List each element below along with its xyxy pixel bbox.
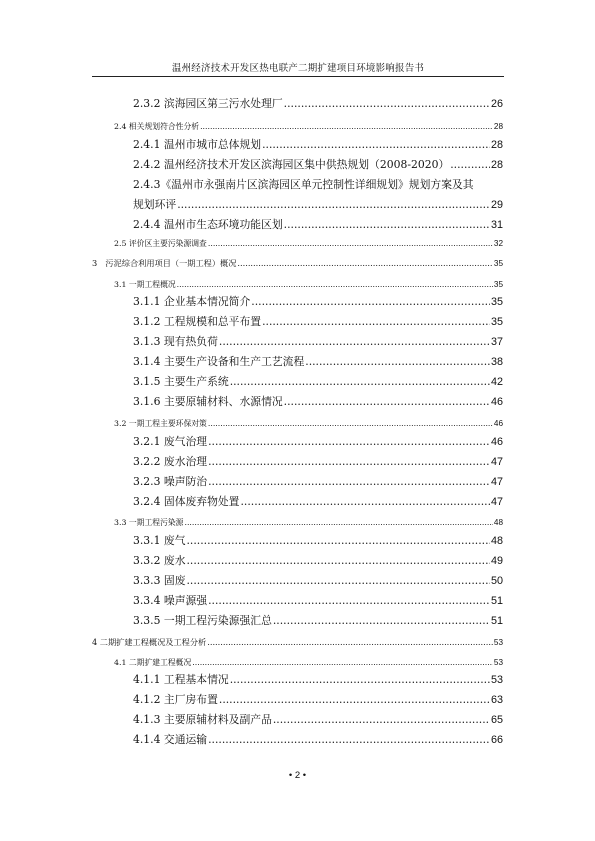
- toc-entry-3-3-4[interactable]: [133, 593, 503, 608]
- toc-page-number: 53: [493, 638, 503, 647]
- toc-page-number: 48: [493, 518, 503, 527]
- toc-page-number: 65: [490, 714, 503, 726]
- toc-entry-3-1-5[interactable]: [133, 374, 503, 389]
- toc-entry-2-4[interactable]: [114, 121, 503, 132]
- toc-entry-2-4-3[interactable]: [133, 197, 503, 212]
- toc-entry-2-3-2[interactable]: [133, 96, 503, 111]
- toc-page-number: 37: [490, 336, 503, 348]
- toc-entry-label: 3.3.4 噪声源强: [133, 594, 208, 607]
- toc-entry-3-3-5[interactable]: [133, 613, 503, 628]
- toc-page-number: 35: [490, 316, 503, 328]
- toc-entry-label: 4.1.1 工程基本情况: [133, 673, 229, 686]
- toc-page-number: 53: [493, 658, 503, 667]
- toc-page-number: 35: [493, 280, 503, 289]
- toc-leader-dots: [284, 97, 490, 110]
- toc-entry-3-1-2[interactable]: [133, 314, 503, 329]
- toc-page-number: 29: [490, 199, 503, 211]
- toc-leader-dots: [284, 218, 490, 231]
- toc-page-number: 48: [490, 535, 503, 547]
- toc-entry-3-1-1[interactable]: [133, 294, 503, 309]
- toc-entry-label: 4.1.3 主要原辅材料及副产品: [133, 713, 272, 726]
- toc-leader-dots: [240, 495, 490, 508]
- toc-leader-dots: [208, 594, 490, 607]
- toc-entry-label: 3.2.4 固体废弃物处置: [133, 495, 240, 508]
- toc-leader-dots: [262, 315, 490, 328]
- toc-entry-label: 4.1.2 主厂房布置: [133, 693, 218, 706]
- toc-leader-dots: [208, 419, 493, 428]
- toc-leader-dots: [187, 534, 490, 547]
- toc-entry-label: 3.3.5 一期工程污染源强汇总: [133, 614, 272, 627]
- toc-entry-4-1-4[interactable]: [133, 732, 503, 747]
- toc-entry-3-1-3[interactable]: [133, 334, 503, 349]
- toc-page-number: 26: [490, 98, 503, 110]
- toc-leader-dots: [200, 122, 493, 131]
- toc-entry-3[interactable]: [92, 258, 503, 269]
- toc-entry-3-2-4[interactable]: [133, 494, 503, 509]
- toc-page-number: 47: [490, 496, 503, 508]
- toc-page-number: 46: [490, 436, 503, 448]
- toc-entry-label: 3.1.6 主要原辅材料、水源情况: [133, 395, 283, 408]
- toc-page-number: 46: [490, 396, 503, 408]
- toc-leader-dots: [219, 335, 490, 348]
- toc-leader-dots: [208, 455, 490, 468]
- toc-leader-dots: [230, 673, 490, 686]
- toc-page-number: 31: [490, 219, 503, 231]
- toc-entry-label: 2.4.4 温州市生态环境功能区划: [133, 218, 283, 231]
- toc-entry-label: 3.3.1 废气: [133, 534, 186, 547]
- toc-entry-label: 4 二期扩建工程概况及工程分析: [92, 637, 207, 647]
- toc-page-number: 63: [490, 694, 503, 706]
- toc-entry-label: 2.4.2 温州经济技术开发区滨海园区集中供热规划（2008-2020）: [133, 158, 450, 171]
- toc-entry-4[interactable]: [92, 637, 503, 648]
- toc-entry-label: 3.2.3 噪声防治: [133, 475, 208, 488]
- toc-entry-label: 3.1.2 工程规模和总平布置: [133, 315, 262, 328]
- toc-entry-4-1-3[interactable]: [133, 712, 503, 727]
- toc-entry-2-5[interactable]: [114, 238, 503, 249]
- toc-entry-label: 3 污泥综合利用项目（一期工程）概况: [92, 258, 237, 268]
- toc-entry-label: 4.1.4 交通运输: [133, 733, 208, 746]
- toc-entry-3-3-3[interactable]: [133, 573, 503, 588]
- toc-page-number: 28: [493, 122, 503, 131]
- toc-entry-label: 3.1.5 主要生产系统: [133, 375, 229, 388]
- toc-entry-label: 4.1 二期扩建工程概况: [114, 658, 192, 667]
- toc-leader-dots: [187, 554, 490, 567]
- toc-page-number: 42: [490, 376, 503, 388]
- toc-entry-3-1[interactable]: [114, 279, 503, 290]
- toc-entry-label: 3.2 一期工程主要环保对策: [114, 419, 207, 428]
- toc-entry-label: 规划环评: [133, 198, 177, 211]
- toc-page-number: 66: [490, 734, 503, 746]
- toc-entry-3-2-1[interactable]: [133, 434, 503, 449]
- toc-leader-dots: [273, 614, 490, 627]
- toc-entry-label: 3.2.2 废水治理: [133, 455, 208, 468]
- toc-entry-label: 3.3.2 废水: [133, 554, 186, 567]
- toc-entry-3-3-2[interactable]: [133, 553, 503, 568]
- toc-page-number: 51: [490, 615, 503, 627]
- toc-entry-3-2-3[interactable]: [133, 474, 503, 489]
- toc-page-number: 46: [493, 419, 503, 428]
- running-header: 温州经济技术开发区热电联产二期扩建项目环境影响报告书: [171, 63, 425, 74]
- toc-entry-label: 3.1.1 企业基本情况简介: [133, 295, 251, 308]
- toc-leader-dots: [251, 295, 490, 308]
- toc-page-number: 28: [490, 139, 503, 151]
- toc-leader-dots: [207, 637, 493, 647]
- toc-leader-dots: [262, 138, 490, 151]
- toc-entry-label: 2.3.2 滨海园区第三污水处理厂: [133, 97, 283, 110]
- toc-entry-2-4-4[interactable]: [133, 217, 503, 232]
- toc-entry-label: 3.1.4 主要生产设备和生产工艺流程: [133, 355, 305, 368]
- toc-leader-dots: [177, 280, 493, 289]
- toc-page-number: 35: [493, 259, 503, 268]
- toc-entry-label: 3.1.3 现有热负荷: [133, 335, 218, 348]
- toc-entry-3-2[interactable]: [114, 418, 503, 429]
- toc-entry-4-1-2[interactable]: [133, 692, 503, 707]
- toc-entry-label: 2.4 相关规划符合性分析: [114, 122, 200, 131]
- toc-leader-dots: [450, 158, 490, 171]
- toc-leader-dots: [177, 198, 490, 211]
- toc-entry-3-3-1[interactable]: [133, 533, 503, 548]
- toc-entry-label: 2.5 评价区主要污染源调查: [114, 239, 207, 248]
- toc-leader-dots: [219, 693, 490, 706]
- toc-entry-2-4-1[interactable]: [133, 137, 503, 152]
- toc-leader-dots: [208, 435, 490, 448]
- toc-page-number: 50: [490, 575, 503, 587]
- toc-page-number: 38: [490, 356, 503, 368]
- toc-entry-label: 3.1 一期工程概况: [114, 280, 176, 289]
- toc-entry-3-1-4[interactable]: [133, 354, 503, 369]
- header-rule: [92, 76, 504, 77]
- toc-entry-3-1-6[interactable]: [133, 394, 503, 409]
- toc-page-number: 47: [490, 456, 503, 468]
- toc-entry-4-1[interactable]: [114, 657, 503, 668]
- toc-page-number: 53: [490, 674, 503, 686]
- toc-page-number: 51: [490, 595, 503, 607]
- page-number-footer: • 2 •: [288, 770, 307, 781]
- toc-entry-4-1-1[interactable]: [133, 672, 503, 687]
- toc-leader-dots: [230, 375, 490, 388]
- toc-page-number: 32: [493, 239, 503, 248]
- toc-entry-label: 3.3 一期工程污染源: [114, 518, 184, 527]
- toc-leader-dots: [208, 733, 490, 746]
- toc-leader-dots: [208, 239, 493, 248]
- toc-entry-3-3[interactable]: [114, 517, 503, 528]
- toc-page-number: 47: [490, 476, 503, 488]
- toc-leader-dots: [192, 658, 493, 667]
- toc-leader-dots: [184, 518, 492, 527]
- toc-leader-dots: [305, 355, 490, 368]
- toc-page-number: 28: [490, 159, 503, 171]
- toc-leader-dots: [237, 258, 492, 268]
- toc-leader-dots: [273, 713, 490, 726]
- toc-entry-label: 3.2.1 废气治理: [133, 435, 208, 448]
- toc-leader-dots: [208, 475, 490, 488]
- toc-entry-2-4-2[interactable]: [133, 157, 503, 172]
- toc-leader-dots: [187, 574, 490, 587]
- toc-entry-label: 3.3.3 固废: [133, 574, 186, 587]
- toc-leader-dots: [284, 395, 490, 408]
- toc-page-number: 35: [490, 296, 503, 308]
- toc-page-number: 49: [490, 555, 503, 567]
- toc-entry-3-2-2[interactable]: [133, 454, 503, 469]
- toc-entry-label: 2.4.1 温州市城市总体规划: [133, 138, 262, 151]
- toc-entry-2-4-3-line1[interactable]: 2.4.3《温州市永强南片区滨海园区单元控制性详细规划》规划方案及其: [133, 178, 474, 191]
